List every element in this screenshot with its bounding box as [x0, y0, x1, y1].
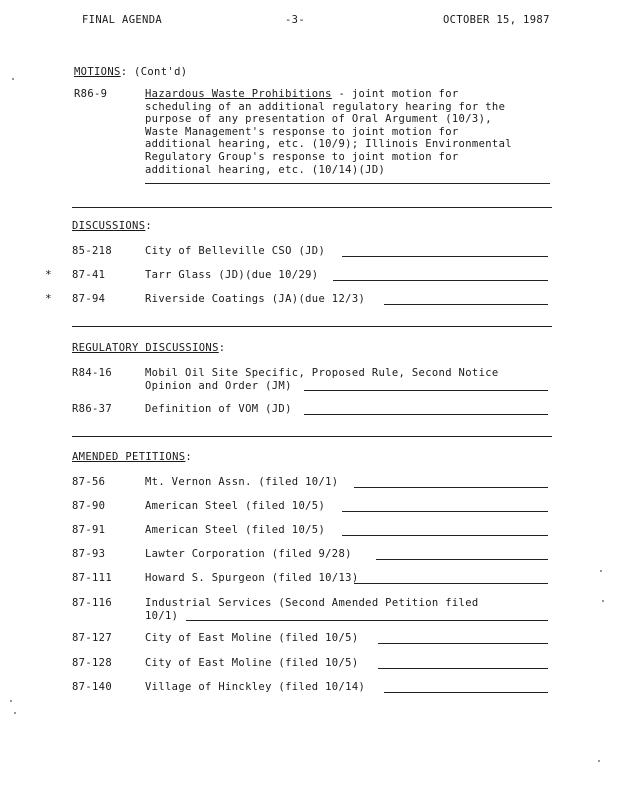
- fill-rule: [304, 414, 548, 415]
- discussion-text: Riverside Coatings (JA)(due 12/3): [145, 293, 366, 305]
- section-rule: [72, 326, 552, 327]
- regulatory-number: R84-16: [72, 367, 113, 379]
- regulatory-text: Opinion and Order (JM): [145, 379, 292, 392]
- scan-speck: [12, 78, 14, 80]
- regulatory-text: Definition of VOM (JD): [145, 403, 292, 415]
- scan-speck: [602, 600, 604, 602]
- motion-line-2: scheduling of an additional regulatory hearing for the: [145, 100, 506, 113]
- petition-text: City of East Moline (filed 10/5): [145, 632, 359, 644]
- fill-rule: [186, 620, 548, 621]
- motions-heading-text: MOTIONS: [74, 66, 121, 78]
- petition-number: 87-91: [72, 524, 106, 536]
- priority-marker: *: [45, 268, 52, 281]
- motion-line-5: additional hearing, etc. (10/9); Illinois Environmental: [145, 138, 512, 151]
- petition-number: 87-127: [72, 632, 113, 644]
- fill-rule: [354, 487, 548, 488]
- petition-number: 87-128: [72, 657, 113, 669]
- scan-speck: [598, 760, 600, 762]
- discussions-heading: DISCUSSIONS:: [72, 220, 153, 232]
- motion-line-4: Waste Management's response to joint motion for: [145, 125, 459, 138]
- motion-line-6: Regulatory Group's response to joint motion for: [145, 151, 459, 163]
- regulatory-heading: REGULATORY DISCUSSIONS:: [72, 342, 226, 354]
- petition-text: Lawter Corporation (filed 9/28): [145, 548, 352, 560]
- scan-speck: [14, 712, 16, 714]
- petition-text: Howard S. Spurgeon (filed 10/13): [145, 572, 359, 584]
- fill-rule: [342, 256, 548, 257]
- petition-number: 87-140: [72, 681, 113, 693]
- fill-rule: [354, 583, 548, 584]
- discussion-text: City of Belleville CSO (JD): [145, 245, 326, 257]
- petition-number: 87-93: [72, 548, 106, 560]
- motion-line-1: Hazardous Waste Prohibitions - joint motion for: [145, 88, 459, 100]
- section-rule: [72, 207, 552, 208]
- page-number: -3-: [285, 14, 306, 26]
- motion-title: Hazardous Waste Prohibitions: [145, 88, 332, 100]
- motion-number: R86-9: [74, 88, 108, 100]
- motion-rule: [145, 183, 550, 184]
- fill-rule: [304, 390, 548, 391]
- petition-text: City of East Moline (filed 10/5): [145, 657, 359, 669]
- discussion-number: 85-218: [72, 245, 113, 257]
- scan-speck: [600, 570, 602, 572]
- amended-heading-text: AMENDED PETITIONS: [72, 451, 186, 463]
- regulatory-number: R86-37: [72, 403, 113, 415]
- petition-number: 87-111: [72, 572, 113, 584]
- discussion-number: 87-41: [72, 269, 106, 281]
- header-date: OCTOBER 15, 1987: [443, 14, 550, 26]
- fill-rule: [376, 559, 548, 560]
- fill-rule: [342, 511, 548, 512]
- priority-marker: *: [45, 292, 52, 305]
- petition-text: Industrial Services (Second Amended Petition filed: [145, 597, 479, 609]
- petition-text: Mt. Vernon Assn. (filed 10/1): [145, 476, 339, 488]
- motions-heading-suffix: : (Cont'd): [120, 66, 188, 78]
- motions-heading: [74, 66, 187, 79]
- amended-heading: AMENDED PETITIONS:: [72, 451, 193, 463]
- petition-text: American Steel (filed 10/5): [145, 524, 326, 536]
- petition-text: Village of Hinckley (filed 10/14): [145, 681, 366, 693]
- petition-text: American Steel (filed 10/5): [145, 500, 326, 512]
- discussions-heading-text: DISCUSSIONS: [72, 220, 146, 232]
- discussion-text: Tarr Glass (JD)(due 10/29): [145, 269, 319, 281]
- regulatory-text: Mobil Oil Site Specific, Proposed Rule, Second Notice: [145, 367, 499, 379]
- petition-number: 87-90: [72, 500, 106, 512]
- fill-rule: [342, 535, 548, 536]
- regulatory-heading-text: REGULATORY DISCUSSIONS: [72, 342, 219, 354]
- section-rule: [72, 436, 552, 437]
- motion-line-7: additional hearing, etc. (10/14)(JD): [145, 163, 386, 176]
- petition-text: 10/1): [145, 609, 179, 622]
- fill-rule: [333, 280, 548, 281]
- fill-rule: [378, 643, 548, 644]
- petition-number: 87-56: [72, 476, 106, 488]
- fill-rule: [384, 692, 548, 693]
- fill-rule: [384, 304, 548, 305]
- petition-number: 87-116: [72, 597, 113, 609]
- scan-speck: [10, 700, 12, 702]
- header-left: FINAL AGENDA: [82, 14, 163, 26]
- discussion-number: 87-94: [72, 293, 106, 305]
- motion-line-3: purpose of any presentation of Oral Argument (10/3),: [145, 113, 492, 126]
- fill-rule: [378, 668, 548, 669]
